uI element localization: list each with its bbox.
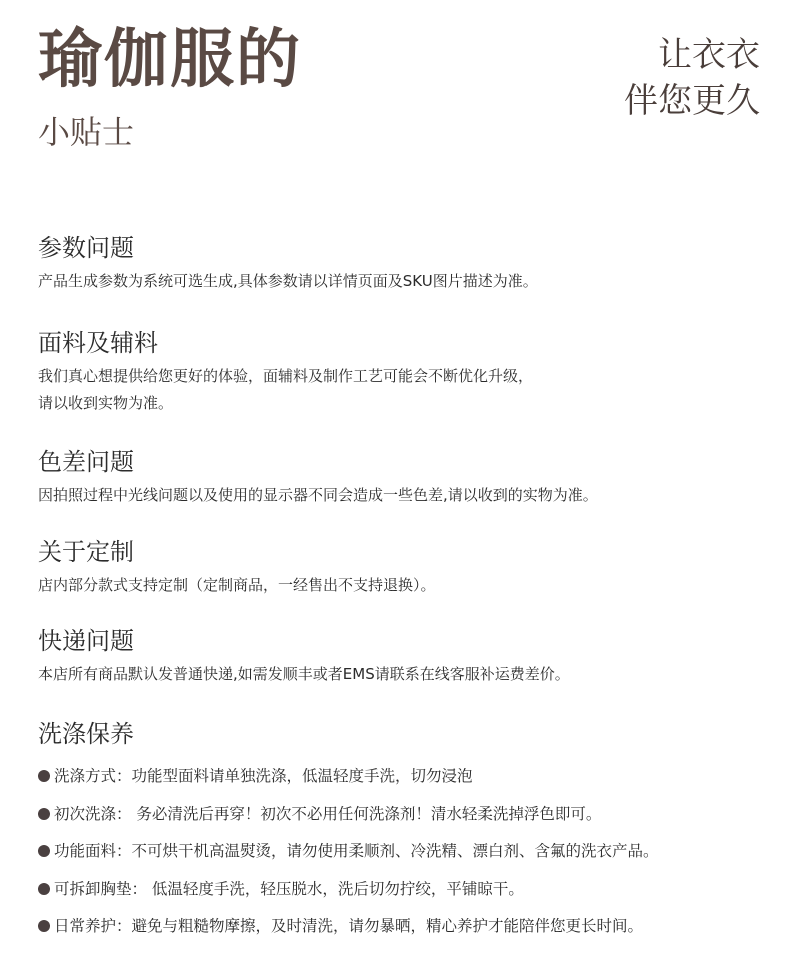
section-text: 本店所有商品默认发普通快递,如需发顺丰或者EMS请联系在线客服补运费差价。 xyxy=(38,665,570,683)
section-color-difference xyxy=(38,446,768,509)
section-customization xyxy=(38,536,768,599)
list-item-text: 可拆卸胸垫： 低温轻度手洗，轻压脱水，洗后切勿拧绞，平铺晾干。 xyxy=(54,879,524,898)
section-heading: 参数问题 xyxy=(38,234,134,262)
bullet-dot-icon xyxy=(38,920,50,932)
section-parameters xyxy=(38,232,768,295)
section-text xyxy=(38,363,768,417)
list-item xyxy=(38,908,778,946)
bullet-dot-icon xyxy=(38,808,50,820)
bullet-dot-icon xyxy=(38,770,50,782)
list-item xyxy=(38,796,778,834)
list-item-text: 洗涤方式：功能型面料请单独洗涤，低温轻度手洗，切勿浸泡 xyxy=(54,767,473,785)
page-title: 瑜伽服的 xyxy=(38,23,302,97)
list-item xyxy=(38,833,778,871)
text-line: 请以收到实物为准。 xyxy=(38,394,174,412)
section-heading: 面料及辅料 xyxy=(38,329,158,357)
bullet-dot-icon xyxy=(38,845,50,857)
section-heading: 快递问题 xyxy=(38,627,134,655)
slogan-line-2: 伴您更久 xyxy=(624,81,760,121)
list-item-text: 功能面料：不可烘干机高温熨烫，请勿使用柔顺剂、冷洗精、漂白剂、含氟的洗衣产品。 xyxy=(54,842,659,860)
list-item-text: 初次洗涤： 务必清洗后再穿！初次不必用任何洗涤剂！清水轻柔洗掉浮色即可。 xyxy=(54,804,602,823)
list-item-text: 日常养护：避免与粗糙物摩擦，及时清洗，请勿暴晒，精心养护才能陪伴您更长时间。 xyxy=(54,917,644,935)
section-text: 产品生成参数为系统可选生成,具体参数请以详情页面及SKU图片描述为准。 xyxy=(38,272,538,290)
section-heading: 洗涤保养 xyxy=(38,720,134,748)
slogan-line-1: 让衣衣 xyxy=(658,35,760,75)
list-item xyxy=(38,758,778,796)
section-fabric xyxy=(38,327,768,417)
section-text: 因拍照过程中光线问题以及使用的显示器不同会造成一些色差,请以收到的实物为准。 xyxy=(38,486,598,504)
text-line: 我们真心想提供给您更好的体验，面辅料及制作工艺可能会不断优化升级， xyxy=(38,367,534,385)
section-shipping xyxy=(38,625,768,688)
bullet-dot-icon xyxy=(38,883,50,895)
section-text: 店内部分款式支持定制（定制商品，一经售出不支持退换）。 xyxy=(38,576,436,594)
care-list xyxy=(38,758,778,946)
slogan xyxy=(624,32,760,124)
page-subtitle: 小贴士 xyxy=(38,113,135,151)
section-heading: 色差问题 xyxy=(38,448,134,476)
list-item xyxy=(38,871,778,909)
section-heading: 关于定制 xyxy=(38,538,134,566)
section-care xyxy=(38,718,768,750)
